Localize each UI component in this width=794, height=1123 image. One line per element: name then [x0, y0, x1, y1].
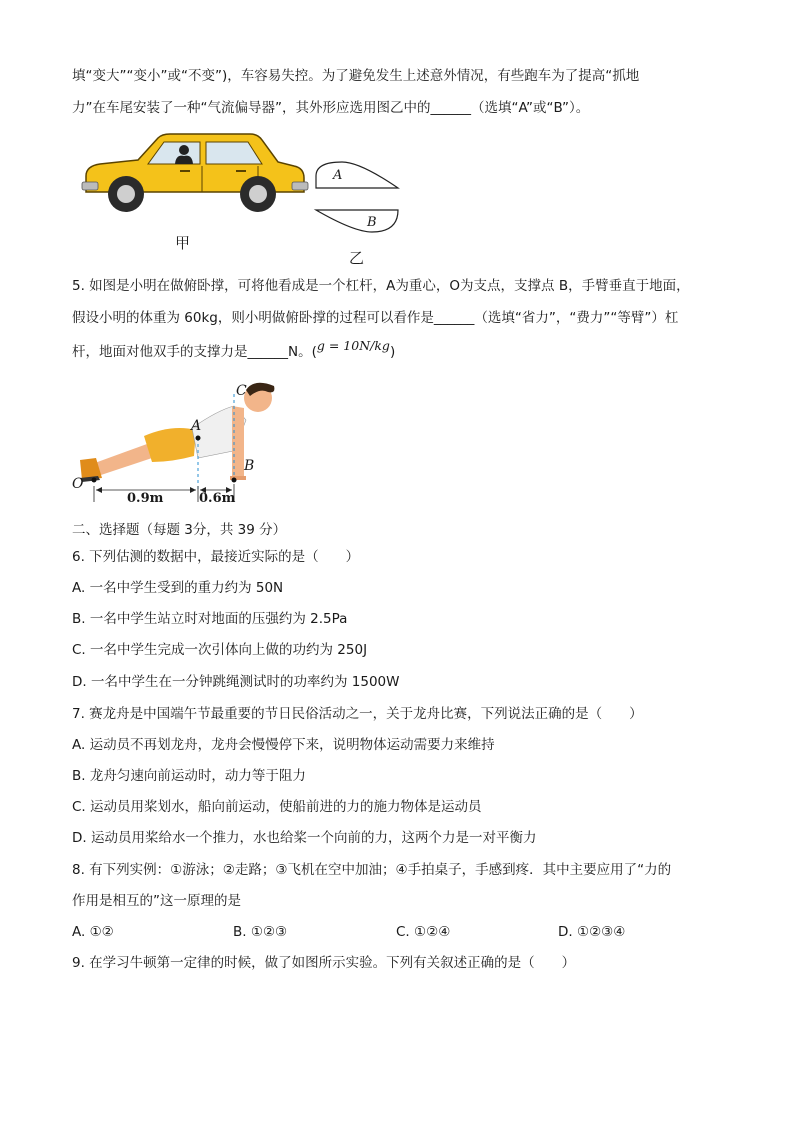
q5-text-line2: 假设小明的体重为 60kg，则小明做俯卧撑的过程可以看作是______（选填“省力”，“费力”“等臂”）杠: [72, 310, 679, 326]
pushup-figure: [68, 380, 298, 516]
point-b-label: B: [244, 458, 255, 474]
q5-text-line1: 5. 如图是小明在做俯卧撑，可将他看成是一个杠杆，A为重心，O为支点，支撑点 B，手臂垂直于地面，: [72, 278, 690, 294]
point-c-label: C: [236, 383, 247, 399]
section-title: 二、选择题（每题 3分，共 39 分）: [72, 522, 287, 538]
q5-text-line3: [72, 338, 396, 362]
q5-text-line3-close: ): [389, 344, 396, 360]
q6-option-a: A. 一名中学生受到的重力约为 50N: [72, 580, 284, 596]
car-illustration: [80, 132, 312, 216]
distance-label-1: 0.9m: [127, 491, 164, 506]
q6-stem: 6. 下列估测的数据中，最接近实际的是（ ）: [72, 549, 360, 565]
distance-label-2: 0.6m: [199, 491, 236, 506]
point-o-label: O: [72, 476, 84, 492]
figure-label-yi: 乙: [349, 249, 365, 267]
q9-stem: 9. 在学习牛顿第一定律的时候，做了如图所示实验。下列有关叙述正确的是（ ）: [72, 955, 576, 971]
wing-a-label: A: [333, 168, 343, 183]
q7-option-c: C. 运动员用桨划水，船向前运动，使船前进的力的施力物体是运动员: [72, 799, 482, 815]
figure-label-jia: 甲: [175, 234, 191, 252]
q8-text-line1: 8. 有下列实例：①游泳；②走路；③飞机在空中加油；④手拍桌子，手感到疼．其中主要应用了“力的: [72, 862, 672, 878]
q4-text-line2: 力”在车尾安装了一种“气流偏导器”，其外形应选用图乙中的______（选填“A”或“B”）。: [72, 100, 590, 116]
q6-option-c: C. 一名中学生完成一次引体向上做的功约为 250J: [72, 642, 368, 658]
q8-option-b: B. ①②③: [233, 924, 288, 940]
wing-shapes: [312, 158, 404, 236]
q7-option-d: D. 运动员用桨给水一个推力，水也给桨一个向前的力，这两个力是一对平衡力: [72, 830, 537, 846]
q5-text-line3-main: 杆，地面对他双手的支撑力是______N。(: [72, 344, 317, 360]
q7-option-b: B. 龙舟匀速向前运动时，动力等于阻力: [72, 768, 306, 784]
q7-stem: 7. 赛龙舟是中国端午节最重要的节日民俗活动之一，关于龙舟比赛，下列说法正确的是（ ）: [72, 706, 643, 722]
gravity-formula: g = 10N/kg: [316, 338, 390, 353]
q7-option-a: A. 运动员不再划龙舟，龙舟会慢慢停下来，说明物体运动需要力来维持: [72, 737, 495, 753]
q6-option-d: D. 一名中学生在一分钟跳绳测试时的功率约为 1500W: [72, 674, 400, 690]
q6-option-b: B. 一名中学生站立时对地面的压强约为 2.5Pa: [72, 611, 348, 627]
wing-b-label: B: [367, 215, 377, 230]
q8-option-c: C. ①②④: [396, 924, 451, 940]
point-a-label: A: [191, 418, 202, 434]
q8-text-line2: 作用是相互的”这一原理的是: [72, 893, 241, 909]
q8-option-d: D. ①②③④: [558, 924, 626, 940]
q8-option-a: A. ①②: [72, 924, 114, 940]
q4-text-line1: 填“变大”“变小”或“不变”)，车容易失控。为了避免发生上述意外情况，有些跑车为了提高“抓地: [72, 68, 640, 84]
